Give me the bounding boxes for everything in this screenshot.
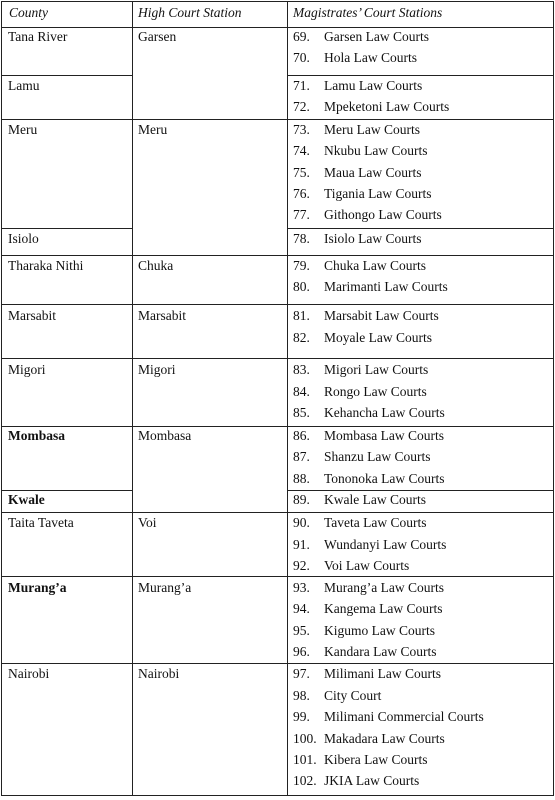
county-sub-divider — [1, 228, 133, 229]
county-name: Mombasa — [8, 428, 65, 443]
court-number: 69. — [293, 29, 310, 44]
court-number: 102. — [293, 773, 317, 788]
county-name: Lamu — [8, 78, 40, 93]
court-name: Tigania Law Courts — [324, 186, 432, 201]
column-rule-2 — [287, 1, 288, 796]
court-name: Milimani Commercial Courts — [324, 709, 484, 724]
court-number: 96. — [293, 644, 310, 659]
court-number: 70. — [293, 50, 310, 65]
court-name: Migori Law Courts — [324, 362, 429, 377]
header-high-court-station: High Court Station — [138, 5, 242, 20]
court-name: Chuka Law Courts — [324, 258, 426, 273]
court-number: 98. — [293, 688, 310, 703]
court-name: Garsen Law Courts — [324, 29, 429, 44]
header-county: County — [9, 5, 48, 20]
county-name: Marsabit — [8, 308, 56, 323]
court-name: Kehancha Law Courts — [324, 405, 445, 420]
county-name: Kwale — [8, 492, 45, 507]
court-number: 100. — [293, 731, 317, 746]
group-bottom-border — [1, 512, 554, 513]
court-name: Rongo Law Courts — [324, 384, 427, 399]
high-court-station: Migori — [138, 362, 176, 377]
header-magistrates-court-stations: Magistrates’ Court Stations — [293, 5, 443, 20]
court-number: 89. — [293, 492, 310, 507]
court-number: 80. — [293, 279, 310, 294]
court-name: Mombasa Law Courts — [324, 428, 444, 443]
county-name: Migori — [8, 362, 46, 377]
group-bottom-border — [1, 358, 554, 359]
high-court-station: Voi — [138, 515, 157, 530]
court-number: 84. — [293, 384, 310, 399]
court-number: 94. — [293, 601, 310, 616]
court-name: Kandara Law Courts — [324, 644, 437, 659]
high-court-station: Garsen — [138, 29, 177, 44]
court-number: 91. — [293, 537, 310, 552]
high-court-station: Marsabit — [138, 308, 186, 323]
court-number: 101. — [293, 752, 317, 767]
court-name: Hola Law Courts — [324, 50, 417, 65]
court-name: City Court — [324, 688, 382, 703]
court-number: 74. — [293, 143, 310, 158]
court-number: 88. — [293, 471, 310, 486]
court-number: 90. — [293, 515, 310, 530]
court-number: 78. — [293, 231, 310, 246]
court-sub-divider — [287, 228, 554, 229]
court-number: 93. — [293, 580, 310, 595]
court-name: Voi Law Courts — [324, 558, 410, 573]
court-name: Githongo Law Courts — [324, 207, 442, 222]
court-number: 82. — [293, 330, 310, 345]
court-number: 86. — [293, 428, 310, 443]
court-number: 87. — [293, 449, 310, 464]
court-name: Isiolo Law Courts — [324, 231, 422, 246]
court-name: Nkubu Law Courts — [324, 143, 428, 158]
court-sub-divider — [287, 75, 554, 76]
county-sub-divider — [1, 75, 133, 76]
county-name: Tharaka Nithi — [8, 258, 84, 273]
court-number: 85. — [293, 405, 310, 420]
court-name: Kwale Law Courts — [324, 492, 426, 507]
high-court-station: Meru — [138, 122, 168, 137]
court-number: 76. — [293, 186, 310, 201]
court-name: Shanzu Law Courts — [324, 449, 431, 464]
group-bottom-border — [1, 304, 554, 305]
court-name: Marimanti Law Courts — [324, 279, 448, 294]
high-court-station: Murang’a — [138, 580, 192, 595]
court-name: JKIA Law Courts — [324, 773, 420, 788]
court-number: 77. — [293, 207, 310, 222]
court-number: 92. — [293, 558, 310, 573]
court-number: 95. — [293, 623, 310, 638]
court-number: 72. — [293, 99, 310, 114]
county-sub-divider — [1, 490, 133, 491]
column-rule-1 — [132, 1, 133, 796]
court-name: Kigumo Law Courts — [324, 623, 435, 638]
court-name: Makadara Law Courts — [324, 731, 445, 746]
high-court-station: Chuka — [138, 258, 174, 273]
court-name: Meru Law Courts — [324, 122, 420, 137]
county-name: Nairobi — [8, 666, 50, 681]
column-rule-0 — [1, 1, 2, 796]
court-number: 71. — [293, 78, 310, 93]
court-name: Maua Law Courts — [324, 165, 422, 180]
high-court-station: Nairobi — [138, 666, 180, 681]
court-number: 81. — [293, 308, 310, 323]
court-name: Taveta Law Courts — [324, 515, 427, 530]
group-bottom-border — [1, 426, 554, 427]
court-name: Marsabit Law Courts — [324, 308, 439, 323]
court-name: Tononoka Law Courts — [324, 471, 445, 486]
header-bottom-border — [1, 27, 554, 28]
county-name: Taita Taveta — [8, 515, 74, 530]
group-bottom-border — [1, 663, 554, 664]
court-number: 99. — [293, 709, 310, 724]
court-sub-divider — [287, 490, 554, 491]
high-court-station: Mombasa — [138, 428, 192, 443]
county-name: Tana River — [8, 29, 68, 44]
court-name: Wundanyi Law Courts — [324, 537, 447, 552]
court-name: Lamu Law Courts — [324, 78, 423, 93]
court-number: 75. — [293, 165, 310, 180]
table-top-border — [1, 1, 554, 2]
group-bottom-border — [1, 795, 554, 796]
county-name: Murang’a — [8, 580, 67, 595]
court-number: 97. — [293, 666, 310, 681]
group-bottom-border — [1, 255, 554, 256]
court-name: Milimani Law Courts — [324, 666, 441, 681]
court-name: Murang’a Law Courts — [324, 580, 444, 595]
county-name: Isiolo — [8, 231, 39, 246]
court-name: Mpeketoni Law Courts — [324, 99, 450, 114]
column-rule-3 — [553, 1, 554, 796]
court-number: 73. — [293, 122, 310, 137]
court-name: Kibera Law Courts — [324, 752, 428, 767]
group-bottom-border — [1, 119, 554, 120]
court-name: Kangema Law Courts — [324, 601, 443, 616]
court-name: Moyale Law Courts — [324, 330, 432, 345]
court-number: 79. — [293, 258, 310, 273]
group-bottom-border — [1, 576, 554, 577]
county-name: Meru — [8, 122, 38, 137]
court-number: 83. — [293, 362, 310, 377]
